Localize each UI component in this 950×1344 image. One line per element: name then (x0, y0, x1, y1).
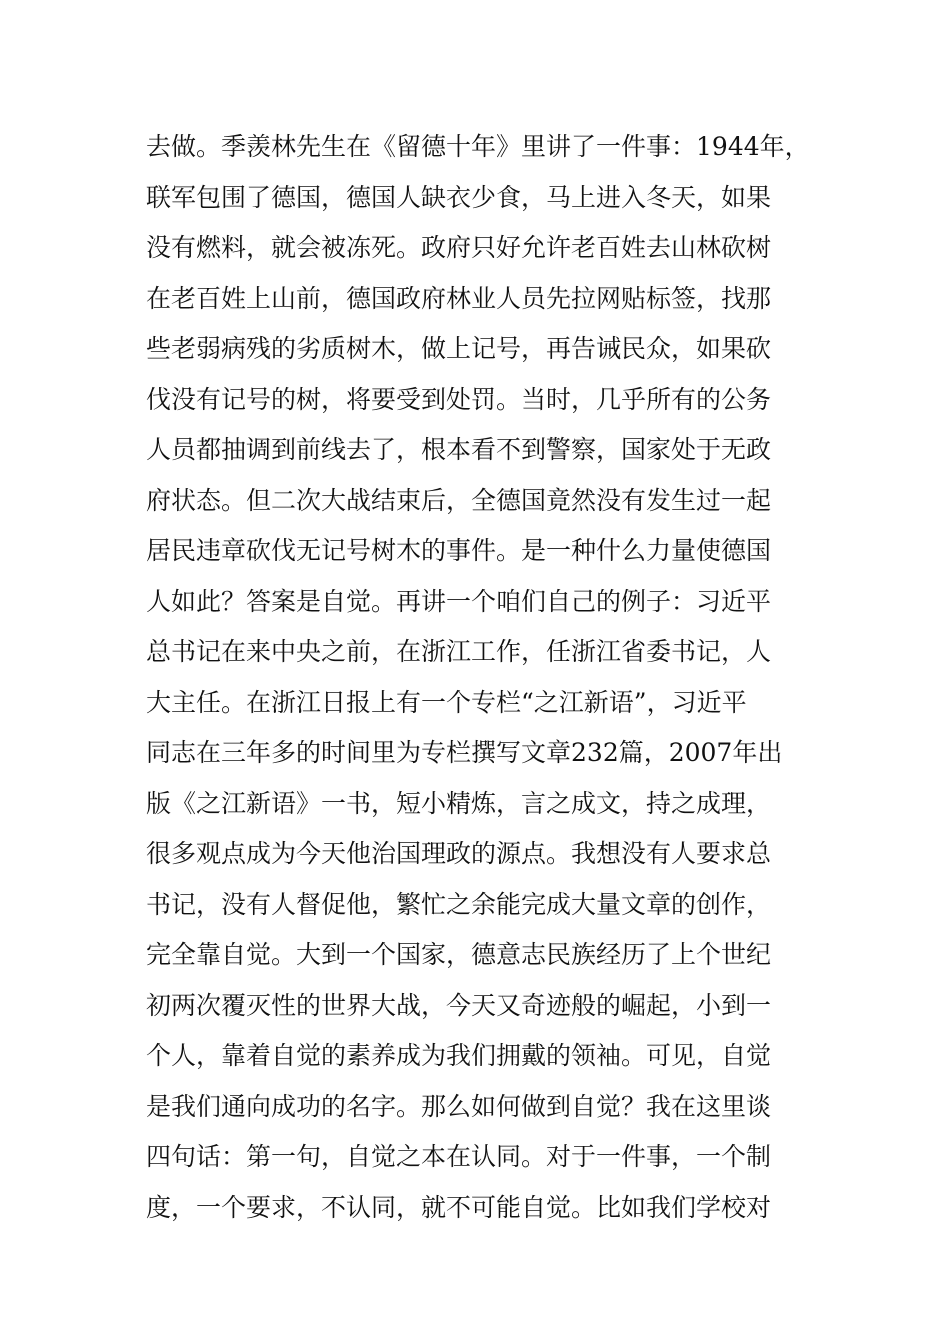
text-line: 个人，靠着自觉的素养成为我们拥戴的领袖。可见，自觉 (146, 1041, 772, 1070)
text-line: 度，一个要求，不认同，就不可能自觉。比如我们学校对 (146, 1192, 772, 1222)
text-line: 初两次覆灭性的世界大战，今天又奇迹般的崛起，小到一 (146, 990, 772, 1020)
text-line: 人员都抽调到前线去了，根本看不到警察，国家处于无政 (146, 435, 772, 464)
text-line: 府状态。但二次大战结束后，全德国竟然没有发生过一起 (146, 485, 772, 515)
text-line: 人如此？答案是自觉。再讲一个咱们自己的例子：习近平 (146, 586, 772, 616)
text-line: 很多观点成为今天他治国理政的源点。我想没有人要求总 (146, 839, 772, 868)
text-line: 是我们通向成功的名字。那么如何做到自觉？我在这里谈 (146, 1091, 772, 1121)
text-line: 完全靠自觉。大到一个国家，德意志民族经历了上个世纪 (146, 940, 772, 969)
text-line: 大主任。在浙江日报上有一个专栏“之江新语”，习近平 (146, 687, 747, 717)
text-line: 在老百姓上山前，德国政府林业人员先拉网贴标签，找那 (146, 283, 772, 313)
text-line: 四句话：第一句，自觉之本在认同。对于一件事，一个制 (146, 1142, 772, 1171)
text-line: 去做。季羡林先生在《留德十年》里讲了一件事：1944年， (146, 132, 810, 161)
text-line: 联军包围了德国，德国人缺衣少食，马上进入冬天，如果 (146, 182, 772, 212)
text-line: 书记，没有人督促他，繁忙之余能完成大量文章的创作， (146, 889, 772, 919)
text-line: 版《之江新语》一书，短小精炼，言之成文，持之成理， (146, 788, 772, 818)
text-line: 居民违章砍伐无记号树木的事件。是一种什么力量使德国 (146, 536, 772, 565)
text-line: 总书记在来中央之前，在浙江工作，任浙江省委书记，人 (146, 637, 772, 666)
body-text (146, 122, 826, 1233)
text-line: 没有燃料，就会被冻死。政府只好允许老百姓去山林砍树 (146, 233, 772, 262)
text-line: 些老弱病残的劣质树木，做上记号，再告诫民众，如果砍 (146, 334, 772, 363)
text-line: 同志在三年多的时间里为专栏撰写文章232篇，2007年出 (146, 738, 783, 767)
text-line: 伐没有记号的树，将要受到处罚。当时，几乎所有的公务 (146, 384, 772, 414)
